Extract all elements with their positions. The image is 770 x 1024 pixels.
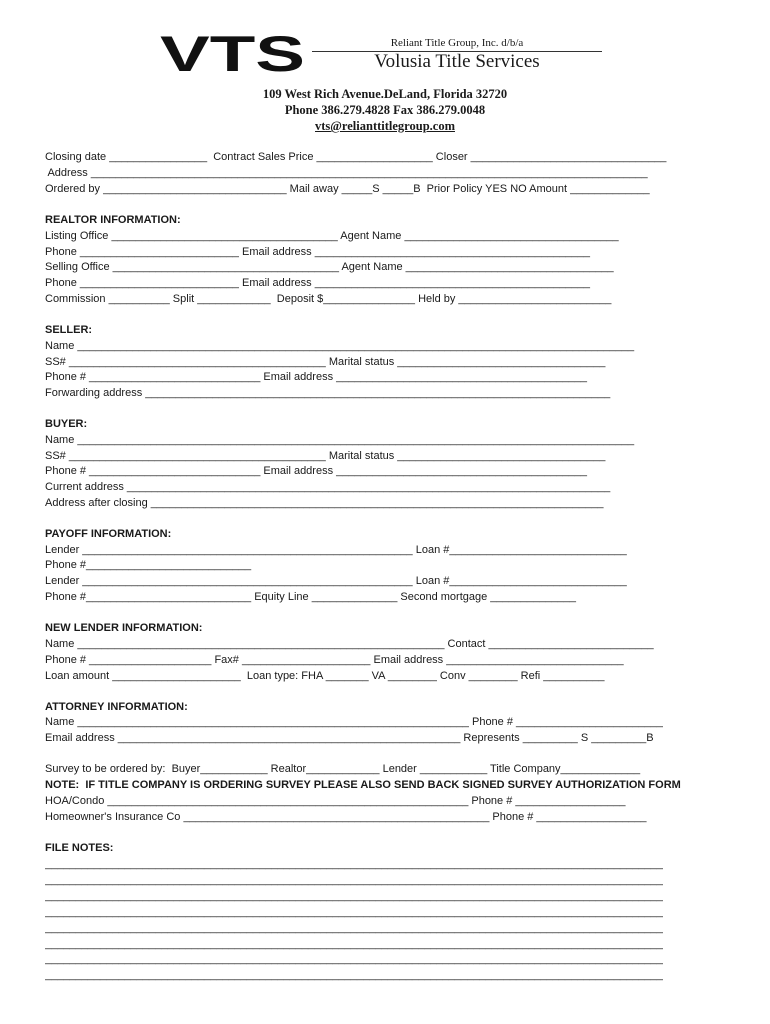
form-line[interactable]: Current address _______________________________________________________________________________	[45, 481, 611, 493]
form-line[interactable]: Address after closing __________________________________________________________________________	[45, 497, 604, 509]
form-line[interactable]: Address ___________________________________________________________________________________________	[45, 167, 648, 179]
form-line[interactable]: Phone # ____________________ Fax# _____________________ Email address _____________________________	[45, 654, 624, 666]
form-line[interactable]: Phone #___________________________ Equity Line ______________ Second mortgage ______________	[45, 591, 576, 603]
company-address: 109 West Rich Avenue.DeLand, Florida 32720	[262, 87, 508, 101]
form-line[interactable]: Phone __________________________ Email address _____________________________________________	[45, 277, 591, 289]
form-line[interactable]: _____________________________________________________________________________________________________	[45, 858, 663, 870]
form-line[interactable]: _____________________________________________________________________________________________________	[45, 953, 663, 965]
form-line[interactable]: Homeowner's Insurance Co __________________________________________________ Phone # __________________	[45, 811, 647, 823]
company-phone-fax: Phone 386.279.4828 Fax 386.279.0048	[284, 103, 486, 117]
form-line[interactable]: Phone # ____________________________ Email address _________________________________________	[45, 371, 587, 383]
section-heading: FILE NOTES:	[45, 842, 114, 854]
form-line[interactable]: Ordered by ______________________________ Mail away _____S _____B Prior Policy YES NO Amount _____________	[45, 183, 650, 195]
section-heading: SELLER:	[45, 324, 93, 336]
form-line[interactable]: Loan amount _____________________ Loan type: FHA _______ VA ________ Conv ________ Refi __________	[45, 670, 605, 682]
vts-logo	[160, 30, 305, 78]
form-line[interactable]: _____________________________________________________________________________________________________	[45, 906, 663, 918]
company-email-link[interactable]: vts@relianttitlegroup.com	[315, 119, 455, 133]
svg-text:VTS: VTS	[160, 30, 305, 78]
section-heading: PAYOFF INFORMATION:	[45, 528, 172, 540]
form-line[interactable]: Lender ______________________________________________________ Loan #_____________________________	[45, 575, 627, 587]
form-line[interactable]: Commission __________ Split ____________ Deposit $_______________ Held by _________________________	[45, 293, 612, 305]
form-line[interactable]: SS# __________________________________________ Marital status __________________________________	[45, 450, 606, 462]
form-line[interactable]: Forwarding address ____________________________________________________________________________	[45, 387, 611, 399]
form-line[interactable]: Name ________________________________________________________________ Phone # ________________________	[45, 716, 663, 728]
form-line[interactable]: _____________________________________________________________________________________________________	[45, 874, 663, 886]
form-line[interactable]: Phone __________________________ Email address _____________________________________________	[45, 246, 591, 258]
form-line[interactable]: Phone #___________________________	[45, 559, 252, 571]
form-line[interactable]: Email address ________________________________________________________ Represents _________ S _________B	[45, 732, 654, 744]
form-line[interactable]: HOA/Condo ___________________________________________________________ Phone # __________________	[45, 795, 626, 807]
form-line[interactable]: _____________________________________________________________________________________________________	[45, 969, 663, 981]
form-header	[0, 0, 770, 140]
form-line[interactable]: Lender ______________________________________________________ Loan #_____________________________	[45, 544, 627, 556]
section-heading: REALTOR INFORMATION:	[45, 214, 181, 226]
form-line[interactable]: Listing Office _____________________________________ Agent Name ___________________________________	[45, 230, 619, 242]
form-line[interactable]: Name ___________________________________________________________________________________________	[45, 434, 635, 446]
form-line[interactable]: Closing date ________________ Contract Sales Price ___________________ Closer ________________________________	[45, 151, 667, 163]
form-line[interactable]: Name ____________________________________________________________ Contact ___________________________	[45, 638, 654, 650]
form-line[interactable]: Survey to be ordered by: Buyer___________ Realtor____________ Lender ___________ Title Company_____________	[45, 763, 641, 775]
form-line[interactable]: Name ___________________________________________________________________________________________	[45, 340, 635, 352]
section-heading: NEW LENDER INFORMATION:	[45, 622, 203, 634]
section-heading: NOTE: IF TITLE COMPANY IS ORDERING SURVEY PLEASE ALSO SEND BACK SIGNED SURVEY AUTHORIZATION FORM	[45, 779, 681, 791]
section-heading: ATTORNEY INFORMATION:	[45, 701, 188, 713]
company-name-line1: Reliant Title Group, Inc. d/b/a	[390, 37, 524, 49]
form-line[interactable]: _____________________________________________________________________________________________________	[45, 922, 663, 934]
form-line[interactable]: Selling Office _____________________________________ Agent Name __________________________________	[45, 261, 614, 273]
form-line[interactable]: _____________________________________________________________________________________________________	[45, 938, 663, 950]
company-name-line2: Volusia Title Services	[374, 51, 540, 72]
form-line[interactable]: _____________________________________________________________________________________________________	[45, 890, 663, 902]
form-line[interactable]: SS# __________________________________________ Marital status __________________________________	[45, 356, 606, 368]
section-heading: BUYER:	[45, 418, 88, 430]
form-line[interactable]: Phone # ____________________________ Email address _________________________________________	[45, 465, 587, 477]
